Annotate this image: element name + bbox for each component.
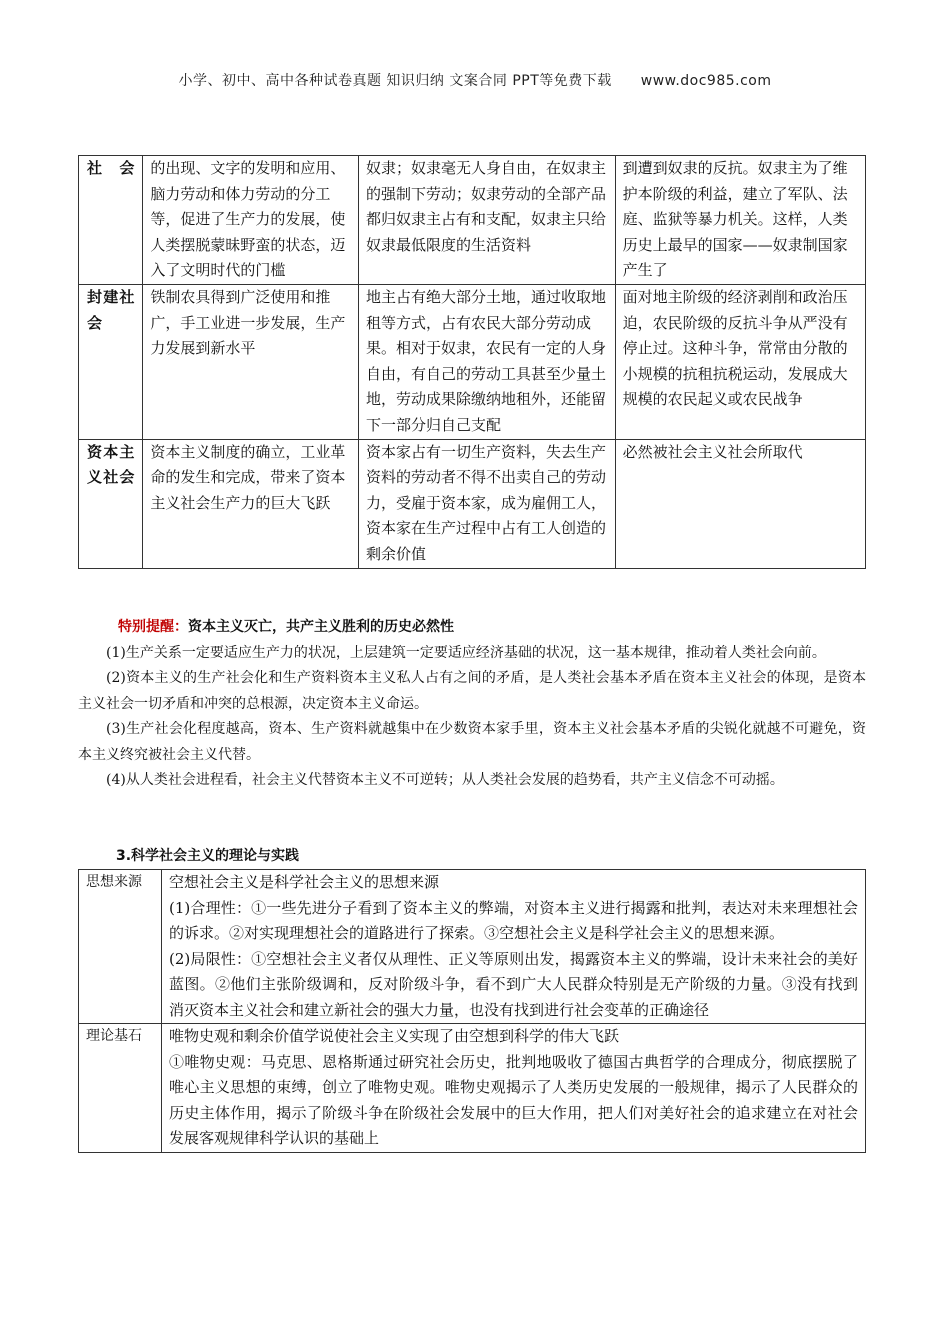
row-head: 思想来源 <box>79 870 162 1024</box>
reminder-point: (4)从人类社会进程看，社会主义代替资本主义不可逆转；从人类社会发展的趋势看，共产主义信念不可动摇。 <box>106 772 784 788</box>
reminder-point: (2)资本主义的生产社会化和生产资料资本主义私人占有之间的矛盾，是人类社会基本矛盾在资本主义社会的体现，是资本主义社会一切矛盾和冲突的总根源，决定资本主义命运。 <box>78 670 866 712</box>
row-body <box>162 870 866 1024</box>
body-line: ①唯物史观：马克思、恩格斯通过研究社会历史，批判地吸收了德国古典哲学的合理成分，彻底摆脱了唯心主义思想的束缚，创立了唯物史观。唯物史观揭示了人类历史发展的一般规律，揭示了人民群众的历史主体作用，揭示了阶级斗争在阶级社会发展中的巨大作用，把人们对美好社会的追求建立在对社会发展客观规律科学认识的基础上 <box>169 1052 858 1147</box>
relations-cell: 地主占有绝大部分土地，通过收取地租等方式，占有农民大部分劳动成果。相对于奴隶，农民有一定的人身自由，有自己的劳动工具甚至少量土地，劳动成果除缴纳地租外，还能留下一部分归自己支配 <box>359 284 616 439</box>
table-row <box>79 1024 866 1153</box>
row-body <box>162 1024 866 1153</box>
reminder-point: (3)生产社会化程度越高，资本、生产资料就越集中在少数资本家手里，资本主义社会基本矛盾的尖锐化就越不可避免，资本主义终究被社会主义代替。 <box>78 721 866 763</box>
table-row <box>79 156 866 285</box>
row-head: 封建社会 <box>79 284 143 439</box>
reminder-title <box>78 615 866 641</box>
reminder-heading: 资本主义灭亡，共产主义胜利的历史必然性 <box>188 619 454 635</box>
row-head: 理论基石 <box>79 1024 162 1153</box>
relations-cell: 资本家占有一切生产资料，失去生产资料的劳动者不得不出卖自己的劳动力，受雇于资本家，成为雇佣工人，资本家在生产过程中占有工人创造的剩余价值 <box>359 439 616 568</box>
table-row <box>79 284 866 439</box>
society-forms-table <box>78 155 866 569</box>
body-line: (2)局限性：①空想社会主义者仅从理性、正义等原则出发，揭露资本主义的弊端，设计未来社会的美好蓝图。②他们主张阶级调和，反对阶级斗争，看不到广大人民群众特别是无产阶级的力量。③没有找到消灭资本主义社会和建立新社会的强大力量，也没有找到进行社会变革的正确途径 <box>169 949 858 1019</box>
section-title: 3.科学社会主义的理论与实践 <box>116 848 300 864</box>
productivity-cell: 资本主义制度的确立，工业革命的发生和完成，带来了资本主义社会生产力的巨大飞跃 <box>143 439 359 568</box>
struggle-cell: 面对地主阶级的经济剥削和政治压迫，农民阶级的反抗斗争从严没有停止过。这种斗争，常常由分散的小规模的抗租抗税运动，发展成大规模的农民起义或农民战争 <box>615 284 865 439</box>
special-reminder <box>78 615 866 794</box>
scientific-socialism-table <box>78 869 866 1153</box>
struggle-cell: 必然被社会主义社会所取代 <box>615 439 865 568</box>
table-row <box>79 439 866 568</box>
body-line: (1)合理性：①一些先进分子看到了资本主义的弊端，对资本主义进行揭露和批判，表达对未来理想社会的诉求。②对实现理想社会的道路进行了探索。③空想社会主义是科学社会主义的思想来源。 <box>169 898 858 942</box>
page-header: 小学、初中、高中各种试卷真题 知识归纳 文案合同 PPT等免费下载 www.doc985.com <box>178 73 772 89</box>
row-head: 资本主义社会 <box>79 439 143 568</box>
body-line: 空想社会主义是科学社会主义的思想来源 <box>169 873 440 891</box>
row-head: 社会 <box>79 156 143 285</box>
struggle-cell: 到遭到奴隶的反抗。奴隶主为了维护本阶级的利益，建立了军队、法庭、监狱等暴力机关。这样，人类历史上最早的国家——奴隶制国家产生了 <box>615 156 865 285</box>
reminder-point: (1)生产关系一定要适应生产力的状况，上层建筑一定要适应经济基础的状况，这一基本规律，推动着人类社会向前。 <box>106 644 826 661</box>
table-row <box>79 870 866 1024</box>
productivity-cell: 铁制农具得到广泛使用和推广，手工业进一步发展，生产力发展到新水平 <box>143 284 359 439</box>
body-line: 唯物史观和剩余价值学说使社会主义实现了由空想到科学的伟大飞跃 <box>169 1027 620 1045</box>
relations-cell: 奴隶；奴隶毫无人身自由，在奴隶主的强制下劳动；奴隶劳动的全部产品都归奴隶主占有和支配，奴隶主只给奴隶最低限度的生活资料 <box>359 156 616 285</box>
reminder-label: 特别提醒： <box>118 619 188 635</box>
productivity-cell: 的出现、文字的发明和应用、脑力劳动和体力劳动的分工等，促进了生产力的发展，使人类摆脱蒙昧野蛮的状态，迈入了文明时代的门槛 <box>143 156 359 285</box>
